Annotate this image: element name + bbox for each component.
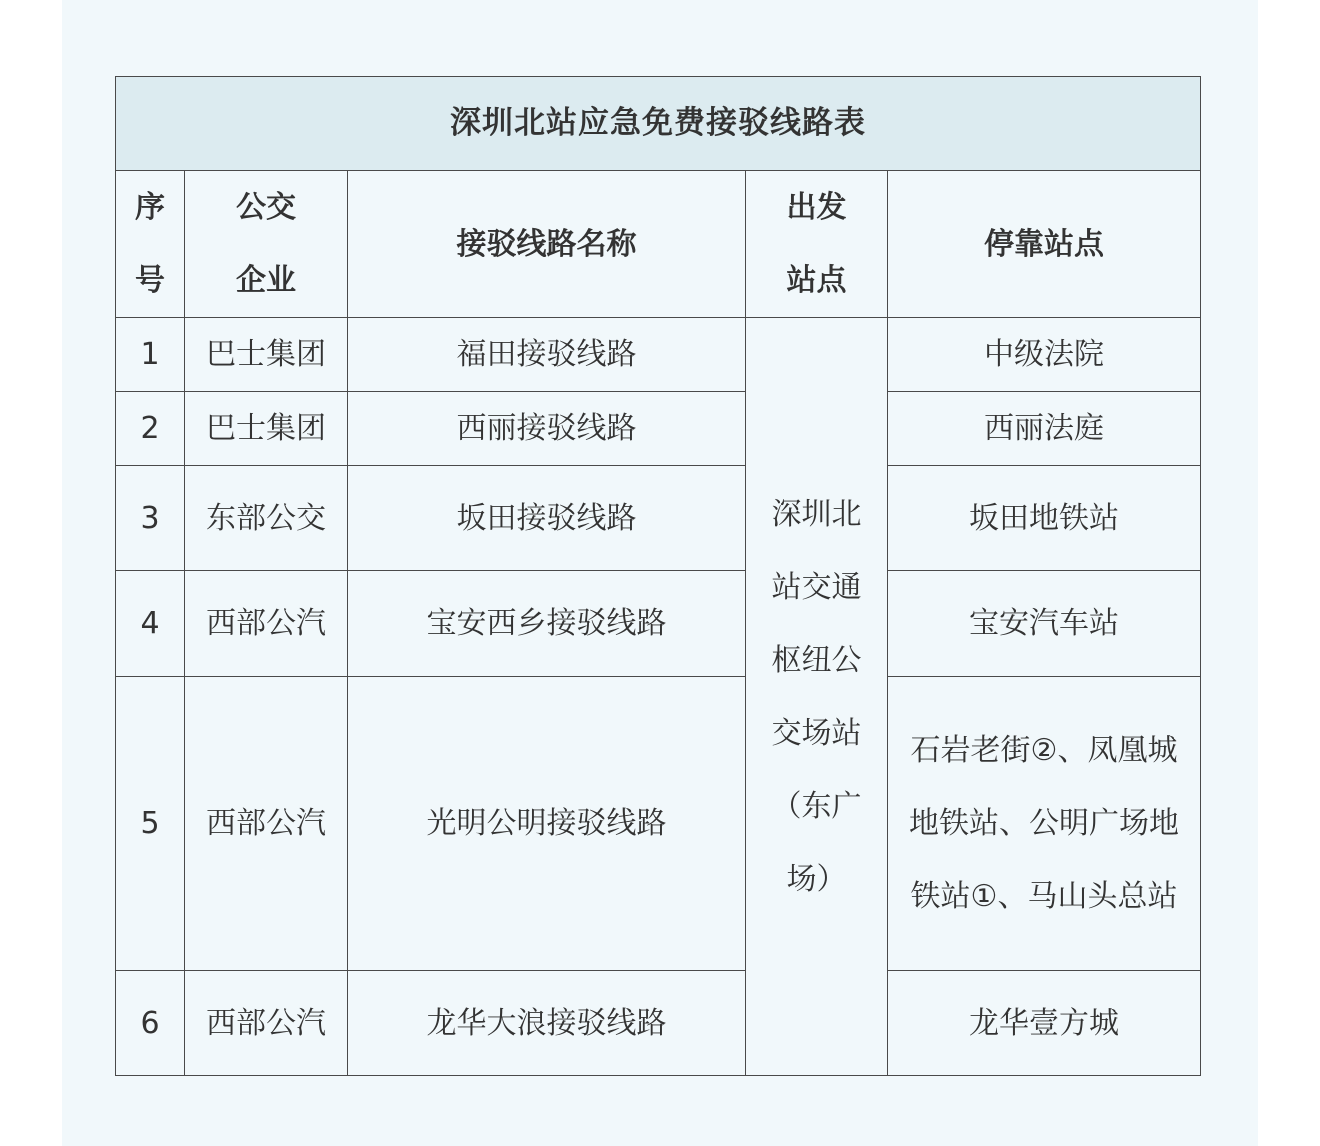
header-line-name: 接驳线路名称: [348, 171, 746, 318]
row-company: 西部公汽: [185, 677, 348, 971]
row-no: 5: [116, 677, 185, 971]
row-company: 西部公汽: [185, 971, 348, 1076]
table-row: [116, 677, 1201, 971]
table-row: [116, 392, 1201, 466]
row-no: 1: [116, 318, 185, 392]
row-company: 巴士集团: [185, 392, 348, 466]
row-stops: 石岩老街②、凤凰城地铁站、公明广场地铁站①、马山头总站: [888, 677, 1201, 971]
row-line: 福田接驳线路: [348, 318, 746, 392]
table-row: [116, 318, 1201, 392]
row-stops: 西丽法庭: [888, 392, 1201, 466]
row-stops: 宝安汽车站: [888, 571, 1201, 677]
row-no: 4: [116, 571, 185, 677]
header-company: 公交企业: [185, 171, 348, 318]
table-row: [116, 971, 1201, 1076]
row-line: 光明公明接驳线路: [348, 677, 746, 971]
row-stops: 中级法院: [888, 318, 1201, 392]
row-company: 巴士集团: [185, 318, 348, 392]
header-no: 序号: [116, 171, 185, 318]
row-line: 宝安西乡接驳线路: [348, 571, 746, 677]
table-row: [116, 466, 1201, 571]
departure-station: 深圳北站交通枢纽公交场站（东广场）: [746, 318, 888, 1076]
row-no: 3: [116, 466, 185, 571]
table-title: 深圳北站应急免费接驳线路表: [116, 77, 1201, 171]
shuttle-routes-table: [115, 76, 1201, 1076]
row-no: 2: [116, 392, 185, 466]
header-stops: 停靠站点: [888, 171, 1201, 318]
row-stops: 坂田地铁站: [888, 466, 1201, 571]
row-company: 西部公汽: [185, 571, 348, 677]
row-line: 龙华大浪接驳线路: [348, 971, 746, 1076]
header-departure: 出发站点: [746, 171, 888, 318]
row-company: 东部公交: [185, 466, 348, 571]
row-line: 西丽接驳线路: [348, 392, 746, 466]
row-stops: 龙华壹方城: [888, 971, 1201, 1076]
table-row: [116, 571, 1201, 677]
row-no: 6: [116, 971, 185, 1076]
row-line: 坂田接驳线路: [348, 466, 746, 571]
